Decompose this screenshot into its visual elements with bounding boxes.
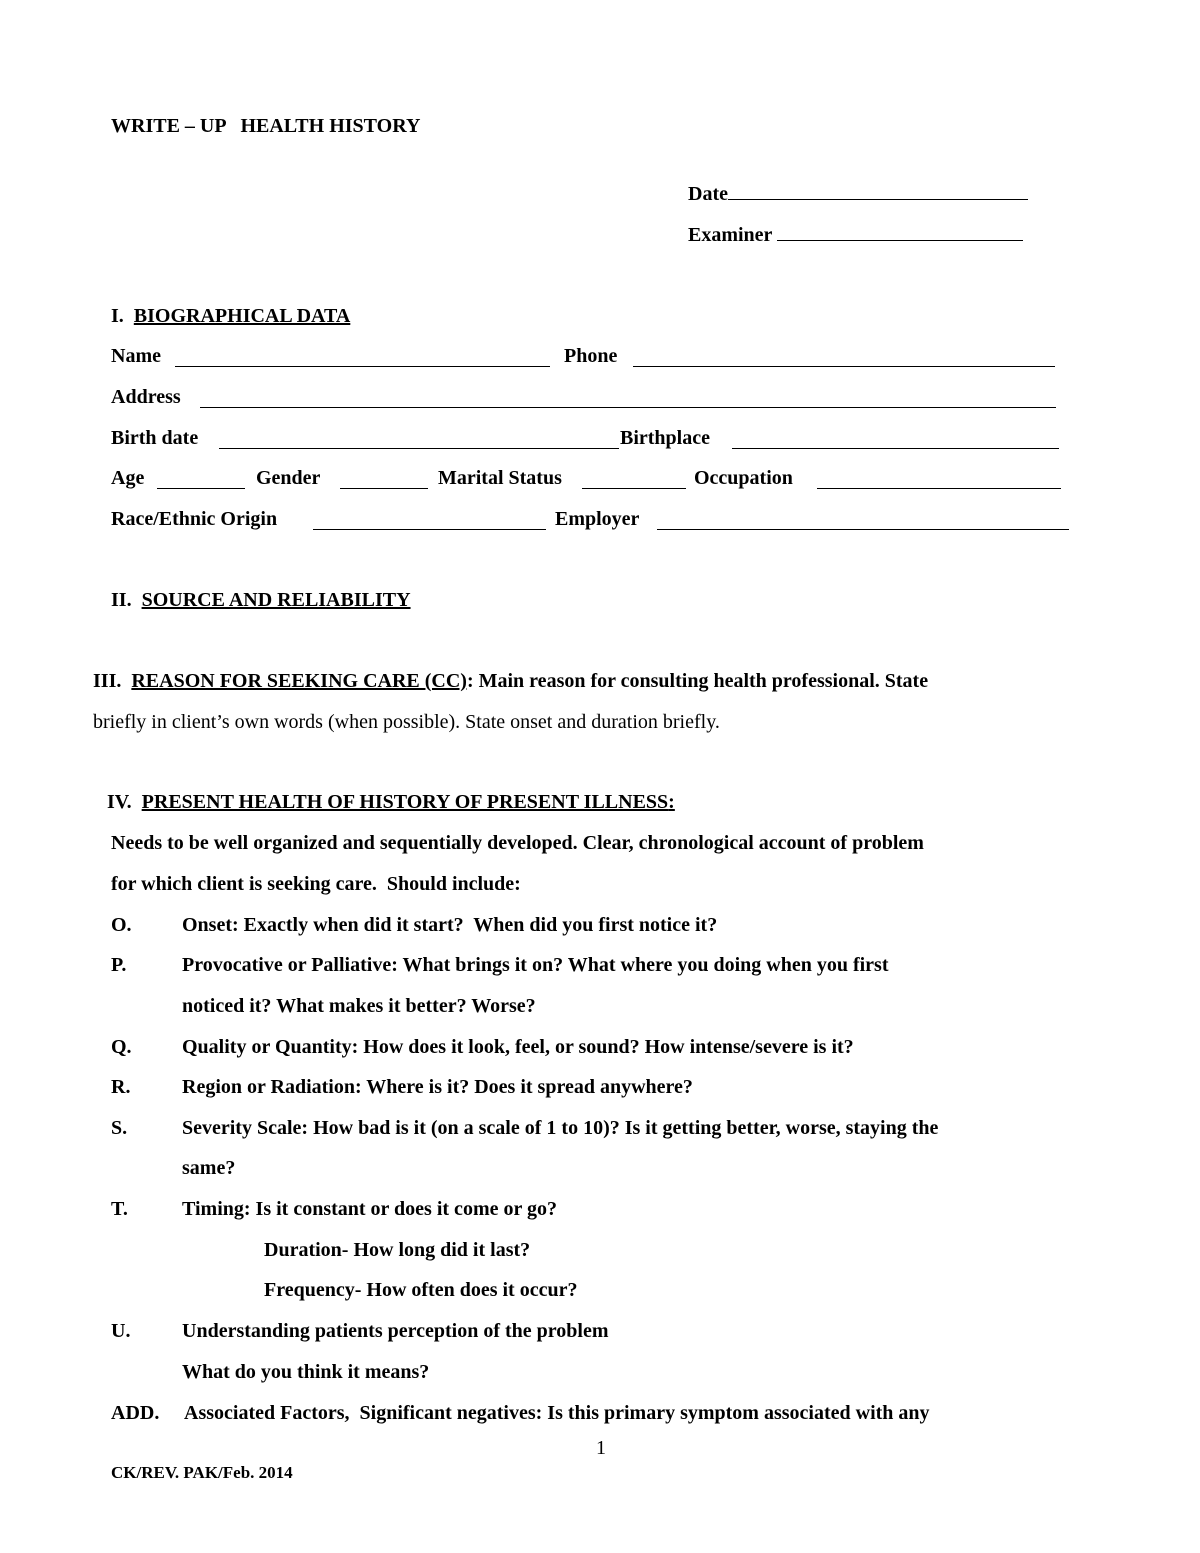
birthplace-blank[interactable] [732,431,1059,449]
item-o-text: Onset: Exactly when did it start? When did you first notice it? [182,914,718,936]
employer-blank[interactable] [657,512,1069,530]
examiner-label: Examiner [688,224,773,246]
item-p-text2: noticed it? What makes it better? Worse? [182,995,536,1017]
item-o-letter: O. [111,914,132,936]
section4-colon: : [668,791,675,813]
section1-heading [111,304,350,328]
section1-num: I. [111,305,124,327]
item-q-text: Quality or Quantity: How does it look, feel, or sound? How intense/severe is it? [182,1036,854,1058]
section3-text1: : Main reason for consulting health professional. State [466,670,929,692]
race-label: Race/Ethnic Origin [111,508,278,530]
phone-label: Phone [564,345,618,367]
section4-intro2: for which client is seeking care. Should include: [111,873,521,895]
address-label: Address [111,386,181,408]
item-t-text: Timing: Is it constant or does it come or go? [182,1198,557,1220]
section4-num: IV. [107,791,132,813]
birth-date-blank[interactable] [219,431,619,449]
item-p-letter: P. [111,954,127,976]
item-add-text: Associated Factors, Significant negatives: Is this primary symptom associated with any [184,1402,930,1424]
section4-title: PRESENT HEALTH OF HISTORY OF PRESENT ILLNESS [141,791,669,813]
birth-date-label: Birth date [111,427,199,449]
document-title: WRITE – UP HEALTH HISTORY [111,115,421,137]
birthplace-label: Birthplace [620,427,710,449]
marital-status-blank[interactable] [582,471,686,489]
employer-label: Employer [555,508,640,530]
item-t-duration: Duration- How long did it last? [264,1239,531,1261]
item-r-letter: R. [111,1076,131,1098]
item-p-text: Provocative or Palliative: What brings it on? What where you doing when you first [182,954,889,976]
date-label: Date [688,183,728,205]
phone-blank[interactable] [633,349,1055,367]
item-u-text2: What do you think it means? [182,1361,430,1383]
section3-title: REASON FOR SEEKING CARE (CC) [131,670,467,692]
item-s-letter: S. [111,1117,128,1139]
age-blank[interactable] [157,471,245,489]
name-label: Name [111,345,161,367]
occupation-label: Occupation [694,467,793,489]
occupation-blank[interactable] [817,471,1061,489]
section3-line1 [93,669,928,693]
page-number: 1 [596,1437,606,1459]
race-blank[interactable] [313,512,546,530]
marital-status-label: Marital Status [438,467,562,489]
item-t-frequency: Frequency- How often does it occur? [264,1279,578,1301]
examiner-field[interactable] [688,223,1023,247]
section1-title: BIOGRAPHICAL DATA [133,305,351,327]
address-blank[interactable] [200,390,1056,408]
gender-label: Gender [256,467,321,489]
section3-line2: briefly in client’s own words (when possible). State onset and duration briefly. [93,711,720,733]
item-r-text: Region or Radiation: Where is it? Does it spread anywhere? [182,1076,693,1098]
revision-footer: CK/REV. PAK/Feb. 2014 [111,1463,293,1482]
examiner-blank[interactable] [777,223,1023,241]
item-q-letter: Q. [111,1036,132,1058]
item-u-letter: U. [111,1320,131,1342]
section3-num: III. [93,670,122,692]
item-s-text2: same? [182,1157,236,1179]
section4-heading [107,790,675,814]
item-add-letter: ADD. [111,1402,160,1424]
item-u-text: Understanding patients perception of the problem [182,1320,609,1342]
item-s-text: Severity Scale: How bad is it (on a scale of 1 to 10)? Is it getting better, worse, staying the [182,1117,939,1139]
date-field[interactable] [688,182,1028,206]
name-blank[interactable] [175,349,550,367]
gender-blank[interactable] [340,471,428,489]
section2-heading [111,588,411,612]
date-blank[interactable] [728,182,1028,200]
age-label: Age [111,467,145,489]
section4-intro1: Needs to be well organized and sequentially developed. Clear, chronological account of problem [111,832,924,854]
item-t-letter: T. [111,1198,128,1220]
section2-num: II. [111,589,132,611]
section2-title: SOURCE AND RELIABILITY [141,589,411,611]
